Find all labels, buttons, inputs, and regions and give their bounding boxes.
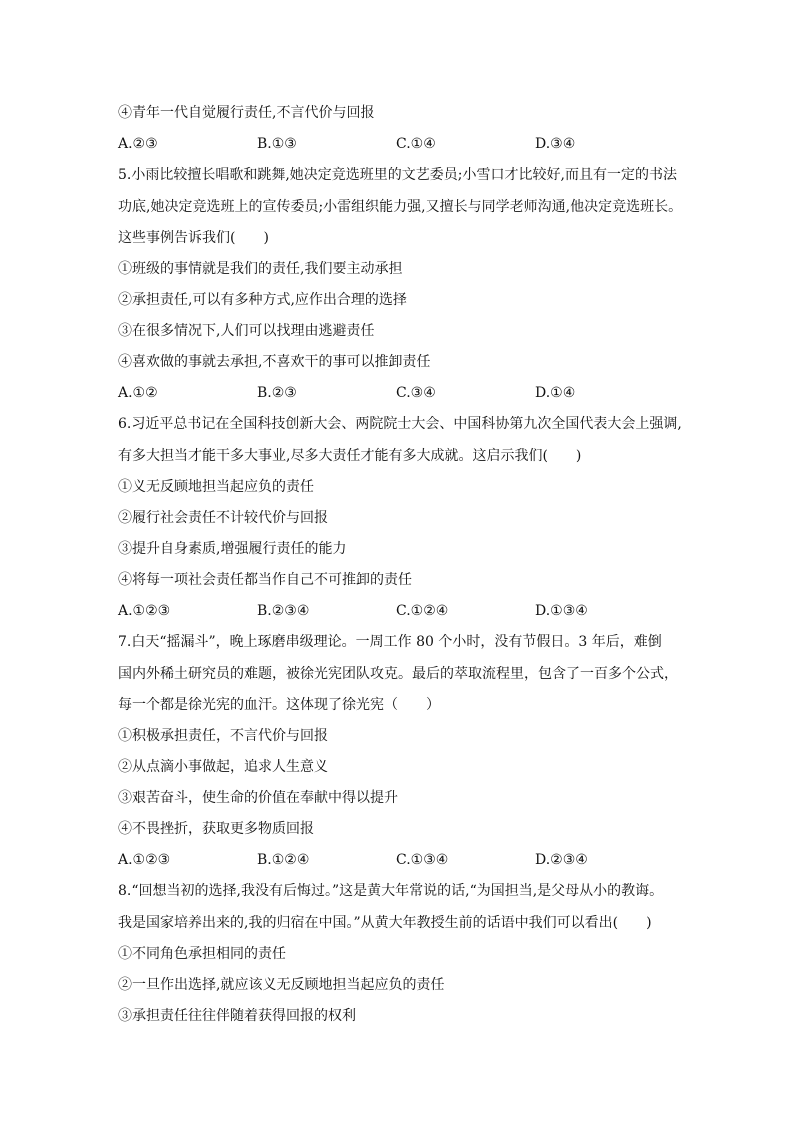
q8-statement-1: ①不同角色承担相同的责任: [118, 946, 286, 962]
q6-statement-4: ④将每一项社会责任都当作自己不可推卸的责任: [118, 572, 412, 588]
q6-option-a: A.①②③: [118, 603, 171, 619]
q6-option-b: B.②③④: [257, 603, 310, 619]
q4-option-c: C.①④: [396, 136, 436, 152]
q5-option-a: A.①②: [118, 385, 158, 401]
q7-option-d: D.②③④: [535, 852, 588, 868]
q6-stem-line-1: 6.习近平总书记在全国科技创新大会、两院院士大会、中国科协第九次全国代表大会上强调,: [118, 416, 682, 432]
q5-statement-1: ①班级的事情就是我们的责任,我们要主动承担: [118, 261, 403, 277]
q5-stem-line-2: 功底,她决定竞选班上的宣传委员;小雷组织能力强,又擅长与同学老师沟通,他决定竞选班长。: [118, 199, 683, 215]
q6-stem-line-2: 有多大担当才能干多大事业,尽多大责任才能有多大成就。这启示我们( ): [118, 448, 582, 464]
q7-statement-3: ③艰苦奋斗，使生命的价值在奉献中得以提升: [118, 790, 398, 806]
q6-option-d: D.①③④: [535, 603, 588, 619]
q5-statement-4: ④喜欢做的事就去承担,不喜欢干的事可以推卸责任: [118, 354, 431, 370]
q8-statement-2: ②一旦作出选择,就应该义无反顾地担当起应负的责任: [118, 977, 445, 993]
q6-statement-3: ③提升自身素质,增强履行责任的能力: [118, 541, 347, 557]
q7-option-a: A.①②③: [118, 852, 171, 868]
q7-option-b: B.①②④: [257, 852, 310, 868]
q4-statement-4: ④青年一代自觉履行责任,不言代价与回报: [118, 105, 375, 121]
q7-stem-line-2: 国内外稀土研究员的难题，被徐光宪团队攻克。最后的萃取流程里，包含了一百多个公式，: [118, 666, 678, 682]
q5-statement-3: ③在很多情况下,人们可以找理由逃避责任: [118, 323, 375, 339]
q5-stem-line-3: 这些事例告诉我们( ): [118, 230, 269, 246]
q7-stem-line-1: 7.白天“摇漏斗”，晚上琢磨串级理论。一周工作 80 个小时，没有节假日。3 年后，难倒: [118, 634, 662, 650]
q5-option-b: B.②③: [257, 385, 297, 401]
q4-option-b: B.①③: [257, 136, 297, 152]
q4-option-a: A.②③: [118, 136, 158, 152]
q6-statement-2: ②履行社会责任不计较代价与回报: [118, 510, 328, 526]
q5-option-c: C.③④: [396, 385, 436, 401]
q8-statement-3: ③承担责任往往伴随着获得回报的权利: [118, 1008, 356, 1024]
q8-stem-line-1: 8.“回想当初的选择,我没有后悔过。”这是黄大年常说的话,“为国担当,是父母从小的教诲。: [118, 883, 664, 899]
q5-statement-2: ②承担责任,可以有多种方式,应作出合理的选择: [118, 292, 407, 308]
q7-statement-4: ④不畏挫折，获取更多物质回报: [118, 821, 314, 837]
q4-option-d: D.③④: [535, 136, 576, 152]
q5-stem-line-1: 5.小雨比较擅长唱歌和跳舞,她决定竞选班里的文艺委员;小雪口才比较好,而且有一定的书法: [118, 167, 677, 183]
q7-statement-2: ②从点滴小事做起，追求人生意义: [118, 759, 328, 775]
q7-statement-1: ①积极承担责任，不言代价与回报: [118, 728, 328, 744]
q5-option-d: D.①④: [535, 385, 576, 401]
q6-option-c: C.①②④: [396, 603, 449, 619]
q7-stem-line-3: 每一个都是徐光宪的血汗。这体现了徐光宪（ ）: [118, 697, 440, 713]
q6-statement-1: ①义无反顾地担当起应负的责任: [118, 479, 314, 495]
q7-option-c: C.①③④: [396, 852, 449, 868]
q8-stem-line-2: 我是国家培养出来的,我的归宿在中国。”从黄大年教授生前的话语中我们可以看出( ): [118, 915, 652, 931]
